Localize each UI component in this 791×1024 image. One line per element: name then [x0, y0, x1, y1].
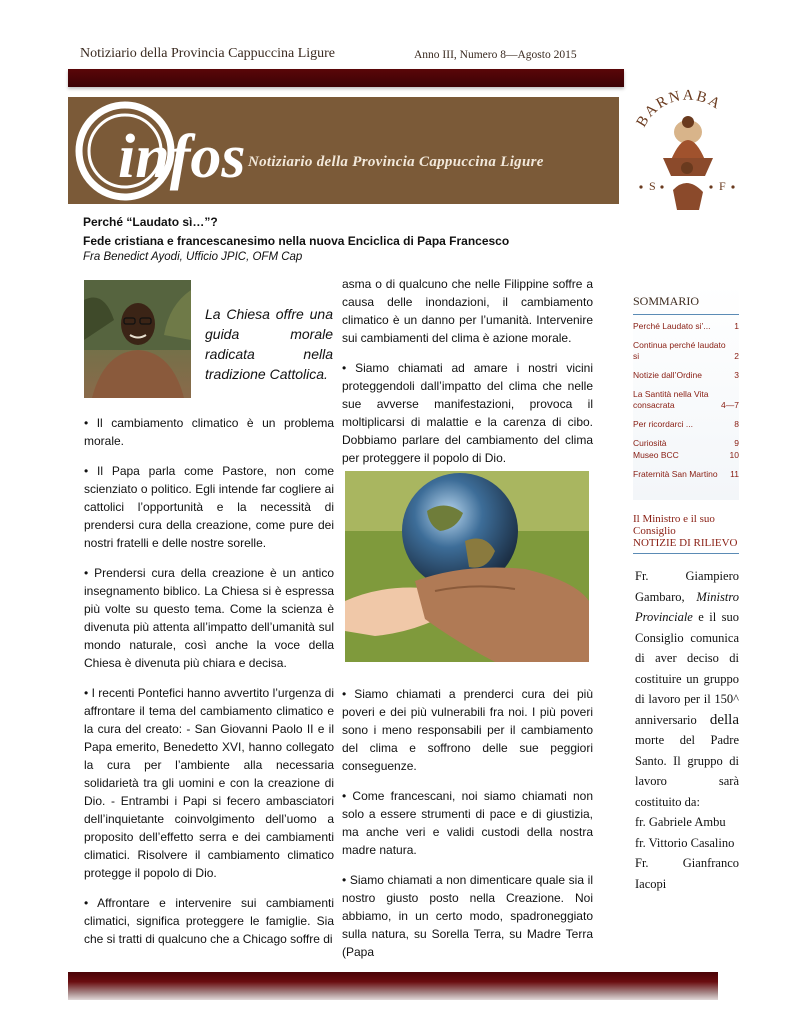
toc-label: Curiosità: [633, 438, 667, 448]
running-head: Notiziario della Provincia Cappuccina Ligure: [80, 46, 336, 61]
paragraph: • Affrontare e intervenire sui cambiamenti climatici, significa proteggere le famiglie. Sia che si tratti di qualcuno che a Chicago soffre di: [84, 896, 334, 946]
toc-item[interactable]: [633, 450, 739, 461]
news-heading-line1: Il Ministro e il suo Consiglio: [633, 513, 715, 537]
paragraph: • Prendersi cura della creazione è un antico insegnamento biblico. La Chiesa si è espressa più volte su questo tema. Come la scienza è divenuta più attenta all’impatto dell’umanità sul mondo naturale, così anche la voce della Chiesa è divenuta più chiara e decisa.: [84, 566, 334, 670]
article-column-2-top: [342, 275, 593, 479]
article-column-1: [84, 414, 334, 960]
news-heading-line2: NOTIZIE DI RILIEVO: [633, 537, 738, 549]
masthead-banner: [68, 97, 619, 204]
news-text2: morte del Padre Santo. Il gruppo di lavoro sarà costituito da:: [635, 733, 739, 809]
news-della: della: [709, 711, 739, 728]
toc-page: 3: [734, 370, 739, 380]
top-rule: [68, 69, 624, 87]
article-title: [83, 213, 583, 251]
article-author: Fra Benedict Ayodi, Ufficio JPIC, OFM Cap: [83, 251, 303, 263]
infos-logo: [68, 97, 619, 204]
toc-page: 4—7: [721, 400, 739, 410]
earth-in-hands-photo: [345, 471, 589, 662]
news-role: Ministro Provinciale: [635, 589, 739, 624]
toc-page: 9: [734, 438, 739, 448]
contents-list: [633, 321, 739, 480]
paragraph: • Come francescani, noi siamo chiamati non solo a essere strumenti di pace e di giustizia, ma anche veri e validi custodi della nostra madre natura.: [342, 789, 593, 857]
pull-quote: La Chiesa offre una guida morale radicata nella tradizione Cattolica.: [205, 306, 333, 382]
article-title-line1: Perché “Laudato sì…”?: [83, 215, 218, 229]
banner-title: Notiziario della Provincia Cappuccina Ligure: [248, 154, 544, 170]
news-member: fr. Gabriele Ambu: [635, 815, 726, 829]
toc-label: Perché Laudato si’...: [633, 321, 711, 331]
paragraph: asma o di qualcuno che nelle Filippine soffre a causa delle inondazioni, il cambiamento climatico è un danno per l’umanità. Intervenire sui cambiamenti del clima è azione morale.: [342, 277, 593, 345]
toc-page: 8: [734, 419, 739, 429]
news-heading: [633, 513, 739, 554]
paragraph: • Il Papa parla come Pastore, non come scienziato o politico. Egli intende far cogliere ai cattolici l’opportunità e la necessità di prendersi cura della creazione, come pure dei nostri fratelli e delle nostre sorelle.: [84, 464, 334, 550]
paragraph: • I recenti Pontefici hanno avvertito l’urgenza di affrontare il tema del cambiamento climatico e la cura del creato: - San Giovanni Paolo II e il Papa emerito, Benedetto XVI, hanno collegato la cura per l’ambiente alla necessaria solidarietà tra gli uomini e con la creazione di Dio. - Entrambi i Papi si fecero ambasciatori dell’inquietante coinvolgimento dell’uomo a proposito dell’effetto serra e dei cambiamenti climatici. Risolvere il cambiamento climatico protegge il popolo di Dio.: [84, 686, 334, 880]
toc-label: Notizie dall’Ordine: [633, 370, 702, 380]
logo-text: infos: [118, 123, 246, 191]
toc-item[interactable]: [633, 340, 739, 362]
seal-left-letter: S: [649, 179, 656, 193]
bottom-rule: [68, 972, 718, 1000]
toc-label: Per ricordarci ...: [633, 419, 693, 429]
paragraph: • Siamo chiamati a prenderci cura dei più poveri e dei più vulnerabili fra noi. I più poveri sono i meno responsabili per il cambiamento del clima e soffrono delle sue peggiori conseguenze.: [342, 687, 593, 773]
news-body: [635, 566, 739, 894]
news-member: fr. Vittorio Casalino: [635, 835, 735, 850]
paragraph: • Siamo chiamati ad amare i nostri vicini proteggendoli dall’impatto del clima che nelle sue avverse manifestazioni, provoca il moltiplicarsi di malattie e la carenza di cibo. Dobbiamo parlare del cambiamento del clima per proteggere il popolo di Dio.: [342, 361, 593, 465]
seal-arc-text: BARNABA: [633, 87, 725, 130]
article-title-line2: Fede cristiana e francescanesimo nella nuova Enciclica di Papa Francesco: [83, 234, 510, 248]
barnaba-seal: [633, 80, 743, 220]
article-column-2-bottom: [342, 685, 593, 973]
toc-page: 11: [730, 469, 739, 479]
toc-label: La Santità nella Vita consacrata: [633, 389, 709, 410]
toc-item[interactable]: [633, 419, 739, 430]
toc-page: 10: [729, 450, 739, 460]
toc-label: Fraternità San Martino: [633, 469, 718, 479]
paragraph: • Il cambiamento climatico è un problema morale.: [84, 416, 334, 448]
toc-item[interactable]: [633, 321, 739, 332]
toc-label: Museo BCC: [633, 450, 679, 460]
toc-page: 2: [734, 351, 739, 361]
toc-item[interactable]: [633, 438, 739, 449]
toc-item[interactable]: [633, 469, 739, 480]
toc-label: Continua perché laudato si: [633, 340, 726, 361]
toc-page: 1: [734, 321, 739, 331]
news-member: Fr. Gianfranco Iacopi: [635, 856, 739, 891]
news-intro: Fr. Giampiero Gambaro,: [635, 569, 739, 604]
toc-item[interactable]: [633, 389, 739, 411]
author-photo: [84, 280, 191, 398]
contents-heading: SOMMARIO: [633, 284, 739, 315]
news-text: e il suo Consiglio comunica di aver deciso di costituire un gruppo di lavoro per il 150^ anniversario: [635, 610, 740, 727]
toc-item[interactable]: [633, 370, 739, 381]
contents-sidebar: [633, 284, 739, 500]
issue-info: Anno III, Numero 8—Agosto 2015: [414, 49, 577, 61]
paragraph: • Siamo chiamati a non dimenticare quale sia il nostro giusto posto nella Creazione. Noi abbiamo, in un certo modo, spadroneggiato sulla natura, su Sorella Terra, su Madre Terra (Papa: [342, 873, 593, 959]
seal-right-letter: F: [719, 179, 726, 193]
